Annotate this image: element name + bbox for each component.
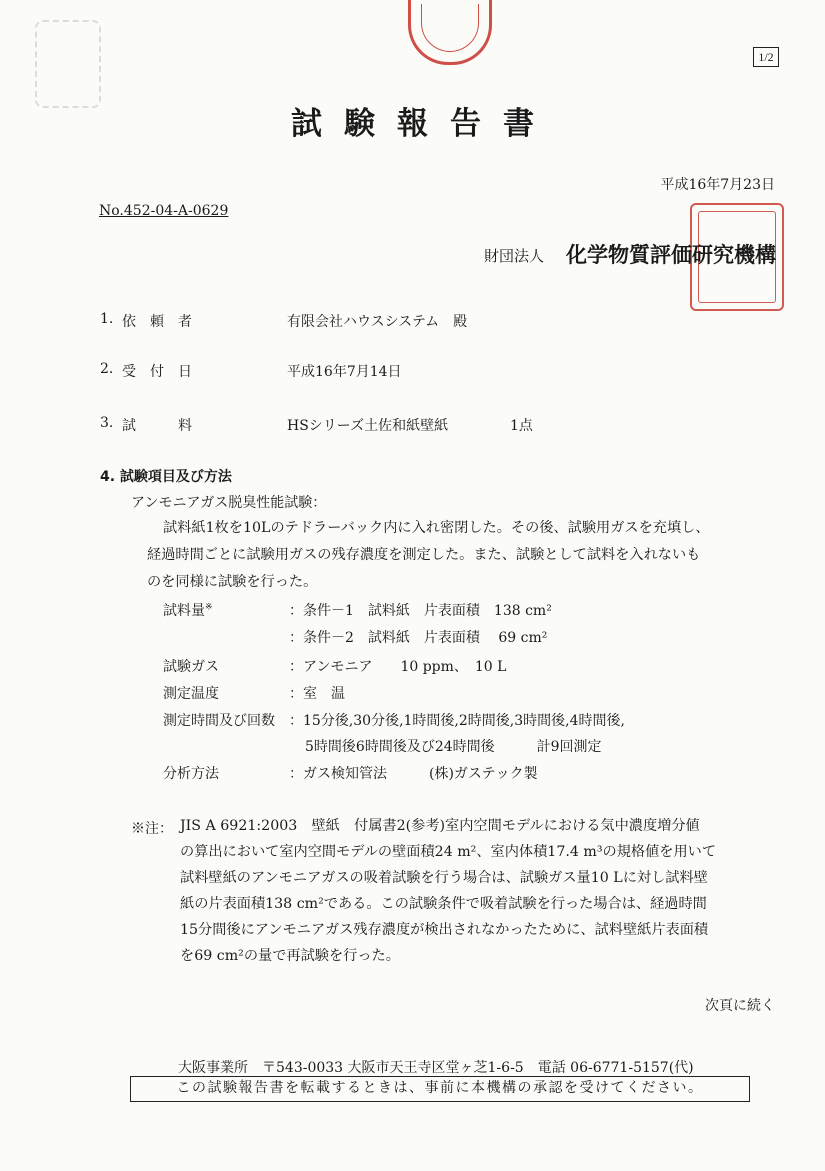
condition-2: ：条件－2 試料紙 片表面積 69 cm² — [289, 630, 548, 646]
footer-address: 大阪事業所 〒543-0033 大阪市天王寺区堂ヶ芝1-6-5 電話 06-6771-5157(代) — [178, 1060, 694, 1076]
continued-note: 次頁に続く — [705, 998, 775, 1014]
note-line: 試料壁紙のアンモニアガスの吸着試験を行う場合は、試験ガス量10 Lに対し試料壁 — [180, 870, 708, 886]
test-gas-value: ：アンモニア 10 ppm、 10 L — [289, 659, 507, 675]
footer-notice: この試験報告書を転載するときは、事前に本機構の承認を受けてください。 — [130, 1076, 750, 1102]
temperature-value: ：室 温 — [289, 686, 345, 702]
note-line: JIS A 6921:2003 壁紙 付属書2(参考)室内空間モデルにおける気中濃度増分値 — [180, 818, 700, 834]
time-value-line1: ：15分後,30分後,1時間後,2時間後,3時間後,4時間後, — [289, 713, 625, 729]
document-number: No.452-04-A-0629 — [99, 203, 229, 219]
note-line: 15分間後にアンモニアガス残存濃度が検出されなかったために、試料壁紙片表面積 — [180, 922, 709, 938]
note-mark-label: ※注： — [131, 821, 173, 837]
organization-prefix: 財団法人 — [484, 247, 545, 265]
method-label: 分析方法 — [163, 766, 219, 782]
condition-1: ：条件－1 試料紙 片表面積 138 cm² — [289, 603, 552, 619]
time-label: 測定時間及び回数 — [163, 713, 275, 729]
item-label-received: 受 付 日 — [122, 364, 192, 380]
item-value-received: 平成16年7月14日 — [287, 364, 402, 380]
item-number: 2. — [100, 361, 114, 377]
note-line: を69 cm²の量で再試験を行った。 — [180, 948, 400, 964]
document-title: 試験報告書 — [291, 106, 556, 142]
method-paragraph-line: 試料紙1枚を10Lのテドラーバック内に入れ密閉した。その後、試験用ガスを充填し、 — [163, 520, 710, 536]
item-value-sample-qty: 1点 — [510, 418, 533, 434]
section-4-subheading: アンモニアガス脱臭性能試験： — [131, 495, 327, 511]
item-number: 3. — [100, 415, 114, 431]
note-line: 紙の片表面積138 cm²である。この試験条件で吸着試験を行った場合は、経過時間 — [180, 896, 707, 912]
item-label-sample: 試 料 — [122, 418, 192, 434]
temperature-label: 測定温度 — [163, 686, 219, 702]
page-indicator: 1/2 — [753, 47, 779, 67]
note-line: の算出において室内空間モデルの壁面積24 m²、室内体積17.4 m³の規格値を用いて — [180, 844, 717, 860]
method-paragraph-line: のを同様に試験を行った。 — [147, 574, 318, 590]
top-seal-stamp — [408, 0, 492, 65]
method-paragraph-line: 経過時間ごとに試験用ガスの残存濃度を測定した。また、試験として試料を入れないも — [147, 547, 701, 563]
item-label-requester: 依 頼 者 — [122, 314, 192, 330]
report-date: 平成16年7月23日 — [660, 177, 775, 193]
organization-name: 化学物質評価研究機構 — [566, 243, 776, 267]
note-mark: ※ — [205, 602, 213, 613]
item-value-requester: 有限会社ハウスシステム 殿 — [287, 314, 468, 330]
faint-stamp-mark — [35, 20, 101, 108]
test-gas-label: 試験ガス — [163, 659, 219, 675]
time-value-line2: 5時間後6時間後及び24時間後 計9回測定 — [305, 739, 602, 755]
item-value-sample: HSシリーズ土佐和紙壁紙 — [287, 418, 449, 434]
item-number: 1. — [100, 311, 114, 327]
sample-amount-label — [163, 600, 213, 620]
sample-amount-text: 試料量 — [163, 603, 205, 619]
section-4-heading: 4. 試験項目及び方法 — [100, 469, 232, 485]
method-value: ：ガス検知管法 (株)ガステック製 — [289, 766, 538, 782]
